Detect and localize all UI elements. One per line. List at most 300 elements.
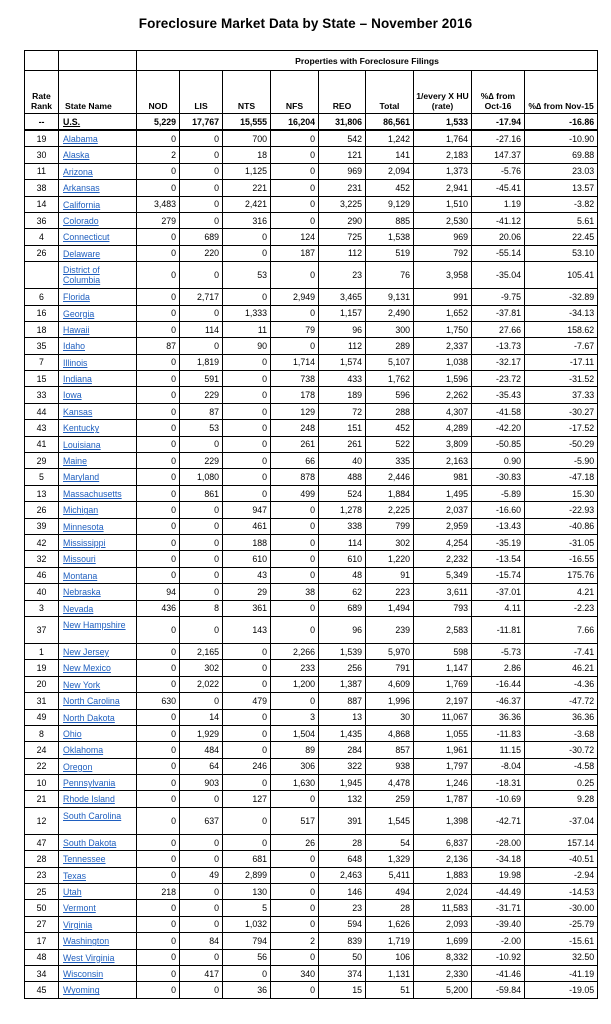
- nod-cell: 0: [137, 420, 180, 436]
- nfs-cell: 1,504: [271, 725, 319, 741]
- reo-cell: 2,463: [319, 867, 366, 883]
- oct-cell: -17.94: [472, 114, 525, 131]
- oct-cell: -18.31: [472, 775, 525, 791]
- nov-cell: -3.82: [525, 196, 598, 212]
- state-link[interactable]: Texas: [63, 870, 86, 881]
- nod-cell: 0: [137, 742, 180, 758]
- total-cell: 1,131: [366, 965, 414, 981]
- lis-cell: 1,080: [180, 469, 223, 485]
- nod-cell: 0: [137, 851, 180, 867]
- table-row: [25, 584, 598, 600]
- nod-cell: 0: [137, 180, 180, 196]
- table-row: [25, 130, 598, 147]
- nts-cell: 1,333: [223, 305, 271, 321]
- total-cell: 857: [366, 742, 414, 758]
- data-table-container: [24, 50, 597, 999]
- state-cell: [59, 807, 137, 834]
- table-row: [25, 742, 598, 758]
- state-cell: [59, 758, 137, 774]
- state-link[interactable]: New Jersey: [63, 646, 109, 657]
- table-row: [25, 676, 598, 692]
- nts-cell: 0: [223, 709, 271, 725]
- oct-cell: -9.75: [472, 289, 525, 305]
- total-cell: 300: [366, 321, 414, 337]
- rate-cell: 2,337: [414, 338, 472, 354]
- nfs-cell: 0: [271, 949, 319, 965]
- reo-cell: 96: [319, 616, 366, 643]
- oct-cell: -50.85: [472, 436, 525, 452]
- total-cell: 799: [366, 518, 414, 534]
- nts-cell: 0: [223, 485, 271, 501]
- rate-cell: 1,038: [414, 354, 472, 370]
- state-cell: [59, 212, 137, 228]
- nfs-cell: 3: [271, 709, 319, 725]
- nod-cell: 0: [137, 933, 180, 949]
- total-cell: 302: [366, 534, 414, 550]
- nod-cell: 0: [137, 245, 180, 261]
- lis-cell: 0: [180, 147, 223, 163]
- nts-cell: 681: [223, 851, 271, 867]
- reo-cell: 28: [319, 834, 366, 850]
- state-link[interactable]: Connecticut: [63, 232, 110, 243]
- state-link[interactable]: Michigan: [63, 505, 99, 516]
- lis-cell: 861: [180, 485, 223, 501]
- lis-cell: 114: [180, 321, 223, 337]
- table-row: [25, 551, 598, 567]
- rate-cell: 2,941: [414, 180, 472, 196]
- state-link[interactable]: Nebraska: [63, 587, 101, 598]
- lis-cell: 220: [180, 245, 223, 261]
- nfs-cell: 38: [271, 584, 319, 600]
- rank-cell: 45: [25, 982, 59, 998]
- lis-cell: 0: [180, 338, 223, 354]
- state-link[interactable]: Kansas: [63, 406, 93, 417]
- state-link[interactable]: Montana: [63, 570, 98, 581]
- rank-cell: 15: [25, 371, 59, 387]
- reo-cell: 1,387: [319, 676, 366, 692]
- nts-cell: 0: [223, 676, 271, 692]
- rank-cell: 14: [25, 196, 59, 212]
- rank-cell: 25: [25, 884, 59, 900]
- total-cell: 4,609: [366, 676, 414, 692]
- nfs-cell: 0: [271, 147, 319, 163]
- rate-cell: 598: [414, 643, 472, 659]
- rate-cell: 2,232: [414, 551, 472, 567]
- nts-cell: 2,421: [223, 196, 271, 212]
- lis-cell: 0: [180, 900, 223, 916]
- nod-cell: 0: [137, 567, 180, 583]
- nts-cell: 90: [223, 338, 271, 354]
- lis-cell: 87: [180, 403, 223, 419]
- state-link[interactable]: Wyoming: [63, 985, 100, 996]
- state-cell: [59, 196, 137, 212]
- nts-cell: 2,899: [223, 867, 271, 883]
- state-link[interactable]: Nevada: [63, 603, 94, 614]
- oct-cell: 0.90: [472, 453, 525, 469]
- state-link[interactable]: Washington: [63, 936, 110, 947]
- state-link[interactable]: Iowa: [63, 390, 82, 401]
- state-link[interactable]: Delaware: [63, 248, 101, 259]
- state-link[interactable]: Louisiana: [63, 439, 101, 450]
- nfs-cell: 178: [271, 387, 319, 403]
- table-row: [25, 693, 598, 709]
- nod-cell: 0: [137, 305, 180, 321]
- state-cell: [59, 114, 137, 131]
- rate-cell: 1,797: [414, 758, 472, 774]
- state-link[interactable]: Vermont: [63, 903, 96, 914]
- total-cell: 519: [366, 245, 414, 261]
- nfs-cell: 124: [271, 229, 319, 245]
- state-link[interactable]: South Dakota: [63, 837, 117, 848]
- rank-cell: 12: [25, 807, 59, 834]
- nod-cell: 0: [137, 616, 180, 643]
- nts-cell: 1,032: [223, 916, 271, 932]
- reo-cell: 322: [319, 758, 366, 774]
- reo-cell: 542: [319, 130, 366, 147]
- state-link[interactable]: Hawaii: [63, 324, 90, 335]
- total-cell: 1,242: [366, 130, 414, 147]
- state-cell: [59, 933, 137, 949]
- reo-cell: 189: [319, 387, 366, 403]
- total-cell: 9,129: [366, 196, 414, 212]
- state-link[interactable]: U.S.: [63, 117, 81, 127]
- total-cell: 2,094: [366, 163, 414, 179]
- nov-cell: -2.94: [525, 867, 598, 883]
- oct-cell: -8.04: [472, 758, 525, 774]
- state-link[interactable]: New Hampshire: [63, 619, 126, 630]
- lis-cell: 591: [180, 371, 223, 387]
- table-row: [25, 725, 598, 741]
- state-link[interactable]: District of Columbia: [63, 265, 101, 286]
- state-cell: [59, 354, 137, 370]
- table-row: [25, 534, 598, 550]
- nts-cell: 29: [223, 584, 271, 600]
- reo-cell: 231: [319, 180, 366, 196]
- header-blank-cell: [25, 51, 59, 71]
- state-link[interactable]: Alabama: [63, 134, 98, 144]
- total-cell: 1,626: [366, 916, 414, 932]
- nfs-cell: 0: [271, 567, 319, 583]
- nts-cell: 610: [223, 551, 271, 567]
- column-header-rank: Rate Rank: [25, 71, 59, 114]
- total-cell: 9,131: [366, 289, 414, 305]
- nod-cell: 5,229: [137, 114, 180, 131]
- total-cell: 30: [366, 709, 414, 725]
- total-cell: 452: [366, 180, 414, 196]
- state-link[interactable]: Alaska: [63, 150, 90, 161]
- rank-cell: 49: [25, 709, 59, 725]
- nfs-cell: 79: [271, 321, 319, 337]
- oct-cell: -32.17: [472, 354, 525, 370]
- rank-cell: 39: [25, 518, 59, 534]
- nts-cell: 0: [223, 436, 271, 452]
- state-link[interactable]: Kentucky: [63, 423, 100, 434]
- nod-cell: 0: [137, 436, 180, 452]
- state-cell: [59, 851, 137, 867]
- nts-cell: 18: [223, 147, 271, 163]
- nov-cell: 15.30: [525, 485, 598, 501]
- lis-cell: 0: [180, 567, 223, 583]
- oct-cell: -41.46: [472, 965, 525, 981]
- nfs-cell: 0: [271, 900, 319, 916]
- state-cell: [59, 338, 137, 354]
- nfs-cell: 878: [271, 469, 319, 485]
- oct-cell: -37.81: [472, 305, 525, 321]
- lis-cell: 0: [180, 534, 223, 550]
- nod-cell: 0: [137, 229, 180, 245]
- total-cell: 596: [366, 387, 414, 403]
- nov-cell: -2.23: [525, 600, 598, 616]
- lis-cell: 0: [180, 262, 223, 289]
- state-link[interactable]: Pennsylvania: [63, 778, 116, 789]
- nts-cell: 53: [223, 262, 271, 289]
- table-row: [25, 289, 598, 305]
- state-cell: [59, 453, 137, 469]
- nod-cell: 0: [137, 502, 180, 518]
- state-link[interactable]: Rhode Island: [63, 794, 115, 805]
- nfs-cell: 2: [271, 933, 319, 949]
- column-header-total: Total: [366, 71, 414, 114]
- oct-cell: -27.16: [472, 130, 525, 147]
- nfs-cell: 2,949: [271, 289, 319, 305]
- nfs-cell: 16,204: [271, 114, 319, 131]
- nfs-cell: 89: [271, 742, 319, 758]
- state-cell: [59, 834, 137, 850]
- total-cell: 5,107: [366, 354, 414, 370]
- rank-cell: 8: [25, 725, 59, 741]
- column-header-lis: LIS: [180, 71, 223, 114]
- state-link[interactable]: Mississippi: [63, 537, 106, 548]
- state-link[interactable]: South Carolina: [63, 810, 122, 821]
- state-cell: [59, 584, 137, 600]
- state-link[interactable]: Ohio: [63, 728, 82, 739]
- rate-cell: 2,163: [414, 453, 472, 469]
- nfs-cell: 0: [271, 518, 319, 534]
- state-link[interactable]: Florida: [63, 292, 90, 303]
- lis-cell: 0: [180, 884, 223, 900]
- state-link[interactable]: Oregon: [63, 761, 93, 772]
- nod-cell: 0: [137, 354, 180, 370]
- rate-cell: 981: [414, 469, 472, 485]
- nov-cell: -31.52: [525, 371, 598, 387]
- state-cell: [59, 180, 137, 196]
- nod-cell: 0: [137, 469, 180, 485]
- nfs-cell: 187: [271, 245, 319, 261]
- reo-cell: 391: [319, 807, 366, 834]
- state-link[interactable]: Minnesota: [63, 521, 104, 532]
- table-body: [25, 114, 598, 999]
- lis-cell: 2,022: [180, 676, 223, 692]
- state-link[interactable]: West Virginia: [63, 952, 115, 963]
- nts-cell: 0: [223, 420, 271, 436]
- state-link[interactable]: Georgia: [63, 308, 95, 319]
- total-cell: 259: [366, 791, 414, 807]
- rate-cell: 1,596: [414, 371, 472, 387]
- state-link[interactable]: Missouri: [63, 554, 96, 565]
- reo-cell: 338: [319, 518, 366, 534]
- rank-cell: 24: [25, 742, 59, 758]
- state-link[interactable]: Maryland: [63, 472, 100, 483]
- nfs-cell: 261: [271, 436, 319, 452]
- nts-cell: 127: [223, 791, 271, 807]
- nod-cell: 436: [137, 600, 180, 616]
- reo-cell: 433: [319, 371, 366, 387]
- nfs-cell: 2,266: [271, 643, 319, 659]
- oct-cell: -35.04: [472, 262, 525, 289]
- table-row: [25, 884, 598, 900]
- nts-cell: 0: [223, 469, 271, 485]
- state-link[interactable]: Oklahoma: [63, 745, 104, 756]
- lis-cell: 84: [180, 933, 223, 949]
- nov-cell: 46.21: [525, 660, 598, 676]
- state-link[interactable]: Arizona: [63, 166, 93, 177]
- rank-cell: 47: [25, 834, 59, 850]
- rate-cell: 3,809: [414, 436, 472, 452]
- nod-cell: 0: [137, 676, 180, 692]
- nov-cell: -34.13: [525, 305, 598, 321]
- lis-cell: 0: [180, 305, 223, 321]
- table-row: [25, 851, 598, 867]
- nod-cell: 630: [137, 693, 180, 709]
- reo-cell: 524: [319, 485, 366, 501]
- nfs-cell: 0: [271, 693, 319, 709]
- rate-cell: 2,037: [414, 502, 472, 518]
- nfs-cell: 233: [271, 660, 319, 676]
- nfs-cell: 0: [271, 130, 319, 147]
- state-link[interactable]: Massachusetts: [63, 488, 122, 499]
- state-cell: [59, 676, 137, 692]
- nod-cell: 0: [137, 321, 180, 337]
- rate-cell: 1,769: [414, 676, 472, 692]
- total-cell: 28: [366, 900, 414, 916]
- state-cell: [59, 600, 137, 616]
- total-cell: 1,494: [366, 600, 414, 616]
- table-row: [25, 900, 598, 916]
- state-link[interactable]: New Mexico: [63, 663, 111, 674]
- rank-cell: 7: [25, 354, 59, 370]
- nov-cell: -7.67: [525, 338, 598, 354]
- nfs-cell: 738: [271, 371, 319, 387]
- state-link[interactable]: Maine: [63, 456, 87, 467]
- rank-cell: 13: [25, 485, 59, 501]
- state-link[interactable]: Tennessee: [63, 854, 106, 865]
- table-row: [25, 229, 598, 245]
- nov-cell: -25.79: [525, 916, 598, 932]
- state-cell: [59, 551, 137, 567]
- nov-cell: 105.41: [525, 262, 598, 289]
- rate-cell: 11,067: [414, 709, 472, 725]
- nov-cell: -47.72: [525, 693, 598, 709]
- state-link[interactable]: New York: [63, 679, 101, 690]
- oct-cell: -45.41: [472, 180, 525, 196]
- nts-cell: 479: [223, 693, 271, 709]
- total-cell: 885: [366, 212, 414, 228]
- state-link[interactable]: Utah: [63, 887, 82, 898]
- nfs-cell: 0: [271, 600, 319, 616]
- rank-cell: 40: [25, 584, 59, 600]
- nov-cell: -19.05: [525, 982, 598, 998]
- reo-cell: 689: [319, 600, 366, 616]
- rate-cell: 2,262: [414, 387, 472, 403]
- nfs-cell: 26: [271, 834, 319, 850]
- nod-cell: 0: [137, 485, 180, 501]
- nov-cell: -40.86: [525, 518, 598, 534]
- reo-cell: 31,806: [319, 114, 366, 131]
- rate-cell: 2,959: [414, 518, 472, 534]
- nod-cell: 3,483: [137, 196, 180, 212]
- reo-cell: 96: [319, 321, 366, 337]
- table-row: [25, 982, 598, 998]
- column-header-rate: 1/every X HU (rate): [414, 71, 472, 114]
- lis-cell: 49: [180, 867, 223, 883]
- lis-cell: 417: [180, 965, 223, 981]
- total-cell: 2,446: [366, 469, 414, 485]
- state-cell: [59, 900, 137, 916]
- state-link[interactable]: Idaho: [63, 341, 86, 352]
- state-cell: [59, 949, 137, 965]
- lis-cell: 0: [180, 518, 223, 534]
- oct-cell: 27.66: [472, 321, 525, 337]
- state-cell: [59, 775, 137, 791]
- nod-cell: 0: [137, 403, 180, 419]
- nfs-cell: 0: [271, 867, 319, 883]
- nod-cell: 0: [137, 807, 180, 834]
- nod-cell: 0: [137, 643, 180, 659]
- reo-cell: 121: [319, 147, 366, 163]
- total-cell: 522: [366, 436, 414, 452]
- rank-cell: 16: [25, 305, 59, 321]
- state-link[interactable]: Arkansas: [63, 183, 100, 194]
- reo-cell: 13: [319, 709, 366, 725]
- table-row: [25, 321, 598, 337]
- state-link[interactable]: Virginia: [63, 919, 93, 930]
- state-link[interactable]: Illinois: [63, 357, 88, 368]
- oct-cell: 1.19: [472, 196, 525, 212]
- state-cell: [59, 262, 137, 289]
- rank-cell: 33: [25, 387, 59, 403]
- state-cell: [59, 147, 137, 163]
- column-header-nfs: NFS: [271, 71, 319, 114]
- state-link[interactable]: North Carolina: [63, 696, 120, 707]
- state-link[interactable]: Colorado: [63, 215, 99, 226]
- total-cell: 2,225: [366, 502, 414, 518]
- state-link[interactable]: North Dakota: [63, 712, 115, 723]
- nts-cell: 0: [223, 403, 271, 419]
- table-row: [25, 371, 598, 387]
- nov-cell: -4.36: [525, 676, 598, 692]
- oct-cell: -55.14: [472, 245, 525, 261]
- nts-cell: 130: [223, 884, 271, 900]
- lis-cell: 0: [180, 502, 223, 518]
- rate-cell: 1,764: [414, 130, 472, 147]
- state-link[interactable]: Indiana: [63, 374, 92, 385]
- nod-cell: 0: [137, 834, 180, 850]
- nfs-cell: 0: [271, 180, 319, 196]
- oct-cell: -35.43: [472, 387, 525, 403]
- lis-cell: 53: [180, 420, 223, 436]
- nts-cell: 0: [223, 387, 271, 403]
- nfs-cell: 248: [271, 420, 319, 436]
- header-blank-cell: [59, 51, 137, 71]
- state-link[interactable]: California: [63, 199, 101, 210]
- state-cell: [59, 742, 137, 758]
- nfs-cell: 1,200: [271, 676, 319, 692]
- nov-cell: 32.50: [525, 949, 598, 965]
- oct-cell: -39.40: [472, 916, 525, 932]
- state-link[interactable]: Wisconsin: [63, 968, 104, 979]
- rank-cell: 1: [25, 643, 59, 659]
- state-cell: [59, 229, 137, 245]
